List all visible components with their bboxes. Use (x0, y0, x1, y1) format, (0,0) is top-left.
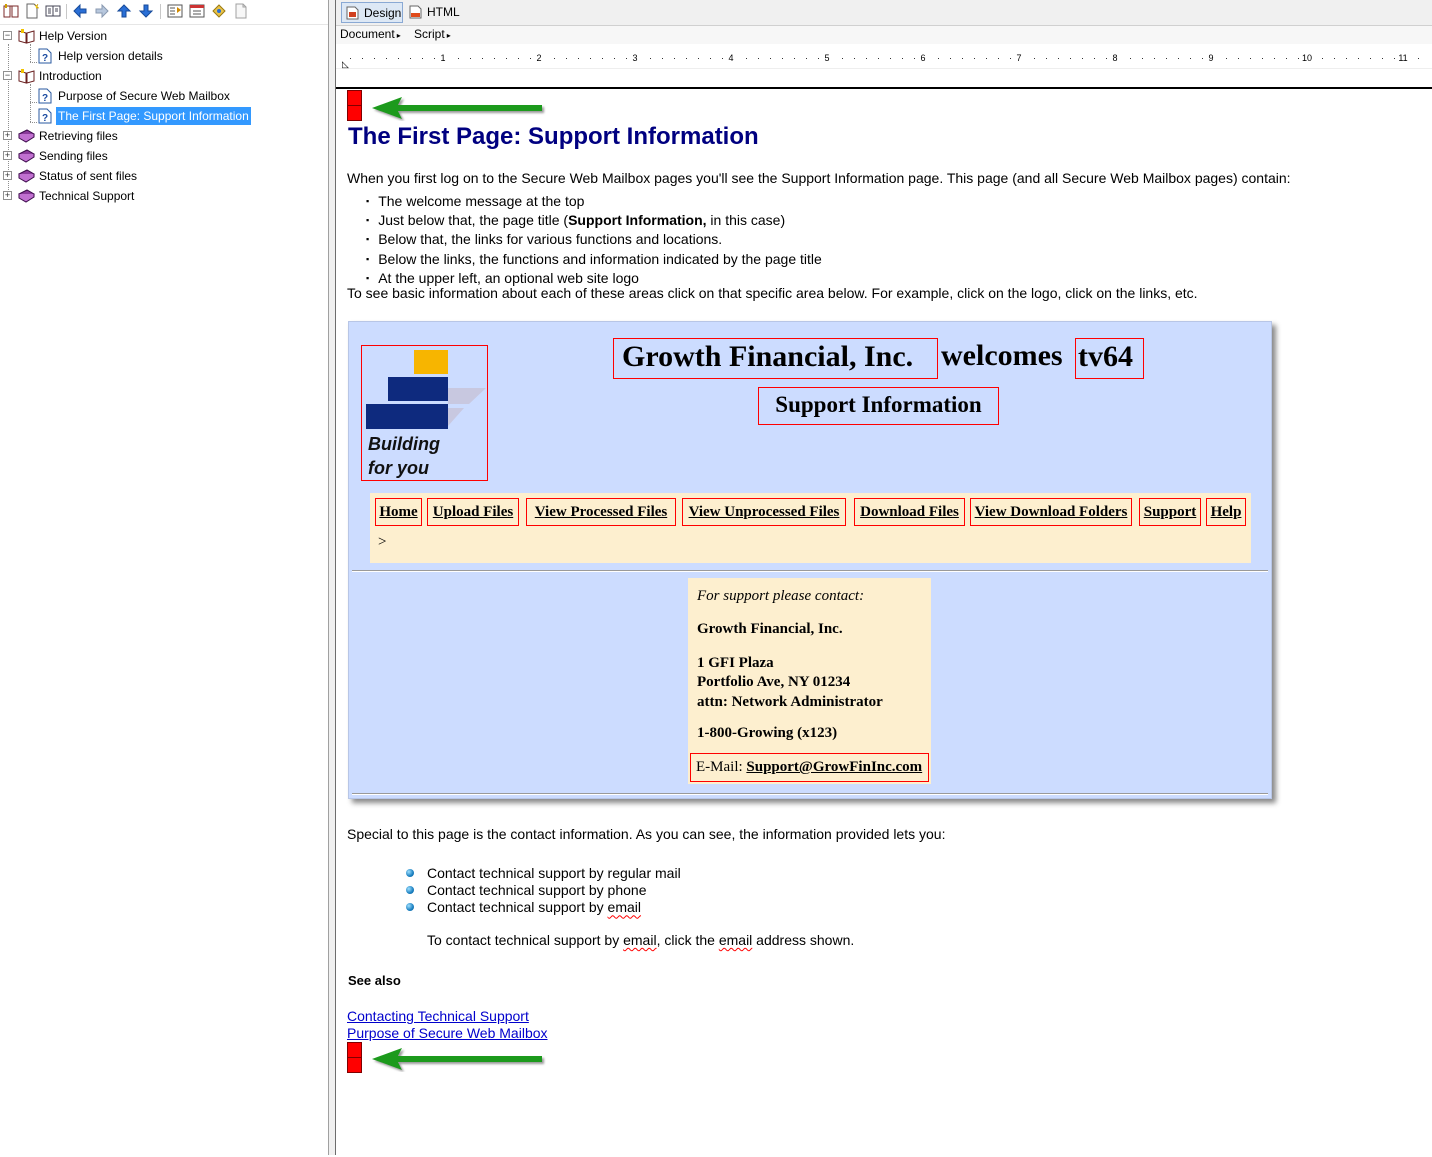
click-info-paragraph: To see basic information about each of these areas click on that specific area below. For example, click on the logo, click on the links, etc. (347, 285, 1198, 301)
tree-toolbar (0, 0, 328, 24)
ruler-tick (578, 58, 579, 59)
nav-view-processed-files[interactable]: View Processed Files (526, 498, 676, 526)
email-label: E-Mail: (696, 759, 743, 775)
support-heading: For support please contact: (697, 588, 865, 604)
ruler-tick (818, 58, 819, 59)
ruler-tick (1094, 58, 1095, 59)
ruler-tick (530, 58, 531, 59)
tree-item-help-version-details[interactable] (0, 47, 328, 65)
logo-text: Building for you (368, 434, 440, 478)
ruler-tick (1370, 58, 1371, 59)
ruler-tick (1250, 58, 1251, 59)
tree-item-status-of-sent-files[interactable] (0, 167, 328, 185)
ruler-tick (854, 58, 855, 59)
ruler-tick (1358, 58, 1359, 59)
ruler (336, 46, 1432, 69)
tree-item-label: Retrieving files (39, 129, 118, 143)
contact-note: To contact technical support by email, click the email address shown. (427, 932, 855, 948)
link-purpose-of-secure-web-mailbox[interactable]: Purpose of Secure Web Mailbox (347, 1025, 548, 1041)
ruler-tick (422, 58, 423, 59)
ruler-number: 7 (1016, 53, 1022, 63)
new-page-icon[interactable] (24, 3, 40, 19)
ruler-tick (1418, 58, 1419, 59)
ruler-tick (1262, 58, 1263, 59)
ruler-tick (494, 58, 495, 59)
tree-item-sending-files[interactable] (0, 147, 328, 165)
tree-item-label: Help Version (39, 29, 108, 43)
ruler-tick (1154, 58, 1155, 59)
ruler-tick (890, 58, 891, 59)
tree-item-label: Purpose of Secure Web Mailbox (58, 89, 230, 103)
ruler-tick (938, 58, 939, 59)
ruler-tick (746, 58, 747, 59)
ruler-tick (1226, 58, 1227, 59)
document-canvas[interactable] (336, 87, 1432, 1157)
list-item: ▪ Below that, the links for various functions and locations. (366, 231, 822, 250)
green-arrow-icon (366, 95, 546, 121)
editor-menubar (336, 26, 1432, 44)
support-contact-box (688, 578, 931, 784)
ruler-tick (1190, 58, 1191, 59)
ruler-tick (1334, 58, 1335, 59)
design-page-icon (346, 6, 359, 20)
logo-hotspot[interactable] (361, 345, 488, 481)
submenu-arrow-icon: ▸ (446, 31, 451, 40)
ruler-tick (518, 58, 519, 59)
welcomes-text: welcomes (941, 339, 1063, 372)
ruler-tick (350, 58, 351, 59)
ruler-tick (794, 58, 795, 59)
ruler-tick (410, 58, 411, 59)
ruler-tick (1130, 58, 1131, 59)
ruler-tick (1178, 58, 1179, 59)
support-title: Support Information (775, 392, 982, 417)
tab-design[interactable] (341, 2, 403, 23)
ruler-tick (602, 58, 603, 59)
ruler-tick (398, 58, 399, 59)
view-tabs (336, 0, 1432, 26)
ruler-tick (770, 58, 771, 59)
ruler-tick (1322, 58, 1323, 59)
collapse-icon[interactable]: − (4, 70, 11, 80)
ruler-tick (842, 58, 843, 59)
editor-pane (336, 0, 1432, 1155)
expand-icon[interactable]: + (4, 190, 11, 200)
divider (352, 570, 1268, 572)
nav-download-files[interactable]: Download Files (854, 498, 965, 526)
menu-label: Script (414, 27, 445, 41)
company-name: Growth Financial, Inc. (622, 340, 914, 373)
contact-options-list (406, 865, 681, 917)
svg-text:?: ? (42, 93, 49, 104)
ruler-tick (1034, 58, 1035, 59)
svg-text:?: ? (42, 113, 49, 124)
ruler-tick (1394, 58, 1395, 59)
ruler-tick (674, 58, 675, 59)
tree-item-label: The First Page: Support Information (58, 109, 249, 123)
view-icon[interactable] (45, 3, 61, 19)
window-icon[interactable] (189, 3, 205, 19)
ruler-tick (1070, 58, 1071, 59)
ruler-tick (1142, 58, 1143, 59)
ruler-tick (626, 58, 627, 59)
collapse-icon[interactable]: − (4, 30, 11, 40)
ruler-number: 8 (1112, 53, 1118, 63)
html-page-icon (409, 5, 422, 19)
ruler-number: 2 (536, 53, 542, 63)
ruler-number: 4 (728, 53, 734, 63)
ruler-tick (1082, 58, 1083, 59)
blank-page-icon[interactable] (233, 3, 249, 19)
ruler-tick (974, 58, 975, 59)
back-arrow-icon[interactable] (72, 3, 88, 19)
nav-view-unprocessed-files[interactable]: View Unprocessed Files (682, 498, 846, 526)
tab-label: HTML (427, 5, 460, 19)
indent-marker-icon[interactable]: ◺ (342, 59, 349, 69)
topic-tree-pane (0, 0, 328, 1155)
ruler-tick (698, 58, 699, 59)
ruler-number: 6 (920, 53, 926, 63)
tree-item-label: Technical Support (39, 189, 135, 203)
tab-label: Design (364, 6, 402, 20)
help-page-icon (38, 48, 52, 64)
divider (352, 793, 1268, 795)
ruler-tick (1046, 58, 1047, 59)
support-address: 1 GFI Plaza Portfolio Ave, NY 01234 attn: Network Administrator (697, 655, 883, 710)
menu-script[interactable] (414, 27, 451, 41)
pane-splitter[interactable] (328, 0, 336, 1155)
company-name-hotspot[interactable] (613, 338, 938, 379)
ruler-tick (1166, 58, 1167, 59)
tab-html[interactable] (405, 2, 471, 23)
ruler-tick (458, 58, 459, 59)
nav-view-download-folders[interactable]: View Download Folders (970, 498, 1132, 526)
ruler-tick (470, 58, 471, 59)
ruler-tick (374, 58, 375, 59)
tree-item-label: Introduction (39, 69, 102, 83)
topic-start-marker (347, 90, 362, 121)
menu-document[interactable] (340, 27, 401, 41)
closed-book-icon (18, 129, 35, 143)
ruler-tick (554, 58, 555, 59)
ruler-tick (1238, 58, 1239, 59)
tree-item-purpose[interactable] (0, 87, 328, 105)
tree-item-first-page[interactable] (0, 107, 328, 125)
open-book-icon (18, 68, 35, 84)
ruler-tick (914, 58, 915, 59)
ruler-number: 9 (1208, 53, 1214, 63)
support-page-screenshot (348, 321, 1272, 799)
ruler-tick (1346, 58, 1347, 59)
see-also-heading: See also (348, 973, 401, 988)
ruler-tick (962, 58, 963, 59)
expand-icon[interactable]: + (4, 170, 11, 180)
nav-support[interactable]: Support (1139, 498, 1201, 526)
ruler-tick (1058, 58, 1059, 59)
list-item: ▪ Below the links, the functions and information indicated by the page title (366, 251, 822, 270)
company-logo-icon (364, 348, 486, 432)
ruler-tick (806, 58, 807, 59)
help-page-icon (38, 108, 52, 124)
list-item: Contact technical support by email (406, 899, 681, 916)
ruler-tick (710, 58, 711, 59)
tag-icon[interactable] (211, 3, 227, 19)
menu-label: Document (340, 27, 395, 41)
ruler-tick (686, 58, 687, 59)
list-item: ▪ Just below that, the page title (Support Information, in this case) (366, 212, 822, 231)
ruler-tick (902, 58, 903, 59)
ruler-tick (1382, 58, 1383, 59)
ruler-tick (758, 58, 759, 59)
area-list (366, 193, 822, 289)
ruler-tick (1106, 58, 1107, 59)
support-title-hotspot[interactable] (758, 387, 999, 425)
tree-item-help-version[interactable] (0, 27, 328, 45)
username: tv64 (1078, 340, 1133, 373)
closed-book-icon (18, 149, 35, 163)
ruler-tick (866, 58, 867, 59)
ruler-tick (434, 58, 435, 59)
ruler-tick (614, 58, 615, 59)
list-item: Contact technical support by regular mail (406, 865, 681, 882)
list-item: ▪ At the upper left, an optional web site logo (366, 270, 822, 289)
expand-icon[interactable]: + (4, 150, 11, 160)
ruler-tick (386, 58, 387, 59)
ruler-tick (506, 58, 507, 59)
green-arrow-icon (366, 1046, 546, 1072)
tree-item-technical-support[interactable] (0, 187, 328, 205)
ruler-number: 3 (632, 53, 638, 63)
ruler-number: 5 (824, 53, 830, 63)
ruler-tick (998, 58, 999, 59)
ruler-tick (1274, 58, 1275, 59)
open-book-icon (18, 28, 35, 44)
list-item: ▪ The welcome message at the top (366, 193, 822, 212)
closed-book-icon (18, 189, 35, 203)
ruler-tick (650, 58, 651, 59)
ruler-tick (1010, 58, 1011, 59)
page-title: The First Page: Support Information (348, 123, 759, 150)
topic-end-marker (347, 1042, 362, 1073)
tree-item-introduction[interactable] (0, 67, 328, 85)
ruler-number: 10 (1301, 53, 1313, 63)
support-email-link[interactable]: Support@GrowFinInc.com (746, 759, 923, 775)
nav-upload-files[interactable]: Upload Files (427, 498, 519, 526)
book-open-icon[interactable] (3, 3, 19, 19)
up-arrow-icon[interactable] (116, 3, 132, 19)
nav-help[interactable]: Help (1206, 498, 1246, 526)
intro-paragraph: When you first log on to the Secure Web Mailbox pages you'll see the Support Information page. This page (and all Secure Web Mailbox pages) contain: (347, 170, 1291, 186)
ruler-tick (566, 58, 567, 59)
edit-icon[interactable] (167, 3, 183, 19)
special-paragraph: Special to this page is the contact information. As you can see, the information provided lets you: (347, 826, 946, 842)
ruler-tick (362, 58, 363, 59)
ruler-tick (878, 58, 879, 59)
ruler-tick (782, 58, 783, 59)
ruler-tick (1202, 58, 1203, 59)
tree-item-label: Status of sent files (39, 169, 138, 183)
breadcrumb: > (378, 534, 387, 550)
submenu-arrow-icon: ▸ (396, 31, 401, 40)
ruler-number: 11 (1398, 53, 1408, 63)
nav-links-bar (370, 493, 1251, 563)
ruler-tick (662, 58, 663, 59)
tree-item-label: Sending files (39, 149, 108, 163)
help-page-icon (38, 88, 52, 104)
closed-book-icon (18, 169, 35, 183)
nav-home[interactable]: Home (375, 498, 422, 526)
ruler-tick (1286, 58, 1287, 59)
link-contacting-technical-support[interactable]: Contacting Technical Support (347, 1008, 529, 1024)
support-phone: 1-800-Growing (x123) (697, 725, 838, 741)
email-hotspot[interactable] (690, 753, 929, 782)
support-company: Growth Financial, Inc. (697, 621, 843, 637)
tree-item-retrieving-files[interactable] (0, 127, 328, 145)
down-arrow-icon[interactable] (138, 3, 154, 19)
forward-arrow-icon[interactable] (94, 3, 110, 19)
svg-text:?: ? (42, 53, 49, 64)
ruler-tick (482, 58, 483, 59)
tree-item-label: Help version details (58, 49, 163, 63)
ruler-tick (986, 58, 987, 59)
ruler-tick (590, 58, 591, 59)
list-item: Contact technical support by phone (406, 882, 681, 899)
expand-icon[interactable]: + (4, 130, 11, 140)
ruler-tick (950, 58, 951, 59)
username-hotspot[interactable] (1075, 338, 1144, 379)
ruler-tick (722, 58, 723, 59)
ruler-tick (1298, 58, 1299, 59)
ruler-number: 1 (440, 53, 446, 63)
